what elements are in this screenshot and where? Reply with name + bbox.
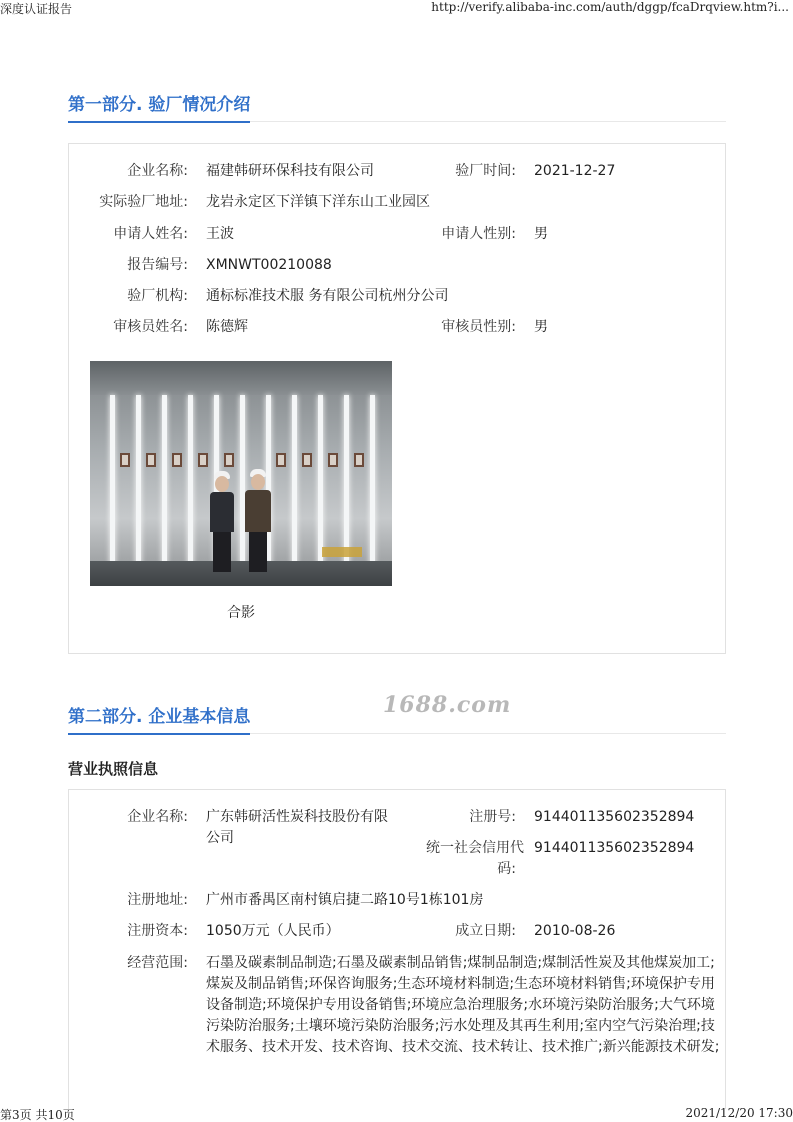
photo-wall-frame <box>276 453 286 467</box>
capital-label: 注册资本: <box>127 923 188 939</box>
scope-label: 经营范围: <box>127 955 188 971</box>
scope-line: 污染防治服务;土壤环境污染防治服务;污水处理及其再生利用;室内空气污染治理;技 <box>206 1018 715 1034</box>
company-label: 企业名称: <box>127 163 188 179</box>
founded-label: 成立日期: <box>455 923 516 939</box>
photo-wall-frame <box>302 453 312 467</box>
capital-value: 1050万元（人民币） <box>206 923 340 939</box>
license-company-value-line1: 广东韩研活性炭科技股份有限 <box>206 809 388 825</box>
section1-title: 第一部分. 验厂情况介绍 <box>68 90 250 123</box>
applicant-gender-value: 男 <box>534 226 548 242</box>
reg-no-label: 注册号: <box>469 809 516 825</box>
report-no-label: 报告编号: <box>127 257 188 273</box>
reg-address-value: 广州市番禺区南村镇启捷二路10号1栋101房 <box>206 892 484 908</box>
print-header-title: 深度认证报告 <box>0 2 73 16</box>
applicant-gender-label: 申请人性别: <box>441 226 516 242</box>
scope-line: 煤炭及制品销售;环保咨询服务;生态环境材料制造;生态环境材料销售;环境保护专用 <box>206 976 715 992</box>
address-label: 实际验厂地址: <box>99 194 188 210</box>
credit-code-label-line2: 码: <box>497 861 516 877</box>
inspect-time-value: 2021-12-27 <box>534 163 616 179</box>
photo-wall-frame <box>224 453 234 467</box>
credit-code-value: 914401135602352894 <box>534 840 695 856</box>
credit-code-label-line1: 统一社会信用代 <box>426 840 524 856</box>
print-footer-page: 第3页 共10页 <box>0 1108 75 1122</box>
photo-light-stripe <box>240 395 245 586</box>
business-license-card <box>68 789 726 1109</box>
business-license-heading: 营业执照信息 <box>68 760 159 778</box>
auditor-value: 陈德辉 <box>206 319 248 335</box>
address-value: 龙岩永定区下洋镇下洋东山工业园区 <box>206 194 430 210</box>
watermark-1688: 1688.com <box>383 692 512 718</box>
photo-tag <box>322 547 362 557</box>
scope-line: 设备制造;环境保护专用设备销售;环境应急治理服务;水环境污染防治服务;大气环境 <box>206 997 715 1013</box>
agency-value: 通标标准技术服 务有限公司杭州分公司 <box>206 288 449 304</box>
photo-wall-frame <box>146 453 156 467</box>
photo-wall-frame <box>328 453 338 467</box>
photo-light-stripe <box>344 395 349 586</box>
photo-caption: 合影 <box>227 605 255 621</box>
auditor-gender-value: 男 <box>534 319 548 335</box>
applicant-value: 王波 <box>206 226 234 242</box>
photo-light-stripe <box>370 395 375 586</box>
photo-light-stripe <box>136 395 141 586</box>
section2-header <box>68 702 726 734</box>
group-photo[interactable] <box>90 361 392 586</box>
photo-wall-frame <box>198 453 208 467</box>
reg-no-value: 914401135602352894 <box>534 809 695 825</box>
agency-label: 验厂机构: <box>127 288 188 304</box>
photo-floor <box>90 561 392 586</box>
scope-line: 石墨及碳素制品制造;石墨及碳素制品销售;煤制品制造;煤制活性炭及其他煤炭加工; <box>206 955 715 971</box>
photo-wall-frame <box>172 453 182 467</box>
photo-wall-frame <box>354 453 364 467</box>
print-footer-datetime: 2021/12/20 17:30 <box>685 1106 793 1120</box>
photo-light-stripe <box>110 395 115 586</box>
company-value: 福建韩研环保科技有限公司 <box>206 163 374 179</box>
print-header-url: http://verify.alibaba-inc.com/auth/dggp/fcaDrqview.htm?i... <box>431 0 789 14</box>
auditor-gender-label: 审核员性别: <box>441 319 516 335</box>
report-no-value: XMNWT00210088 <box>206 257 332 273</box>
founded-value: 2010-08-26 <box>534 923 616 939</box>
photo-light-stripe <box>292 395 297 586</box>
license-company-value-line2: 公司 <box>206 830 234 846</box>
scope-line: 术服务、技术开发、技术咨询、技术交流、技术转让、技术推广;新兴能源技术研发; <box>206 1039 720 1055</box>
applicant-label: 申请人姓名: <box>113 226 188 242</box>
reg-address-label: 注册地址: <box>127 892 188 908</box>
photo-wall-frame <box>120 453 130 467</box>
section2-title: 第二部分. 企业基本信息 <box>68 702 250 735</box>
auditor-label: 审核员姓名: <box>113 319 188 335</box>
license-company-label: 企业名称: <box>127 809 188 825</box>
photo-light-stripe <box>162 395 167 586</box>
photo-ceiling <box>90 361 392 395</box>
inspect-time-label: 验厂时间: <box>455 163 516 179</box>
photo-light-stripe <box>318 395 323 586</box>
photo-light-stripe <box>188 395 193 586</box>
section1-header <box>68 90 726 122</box>
